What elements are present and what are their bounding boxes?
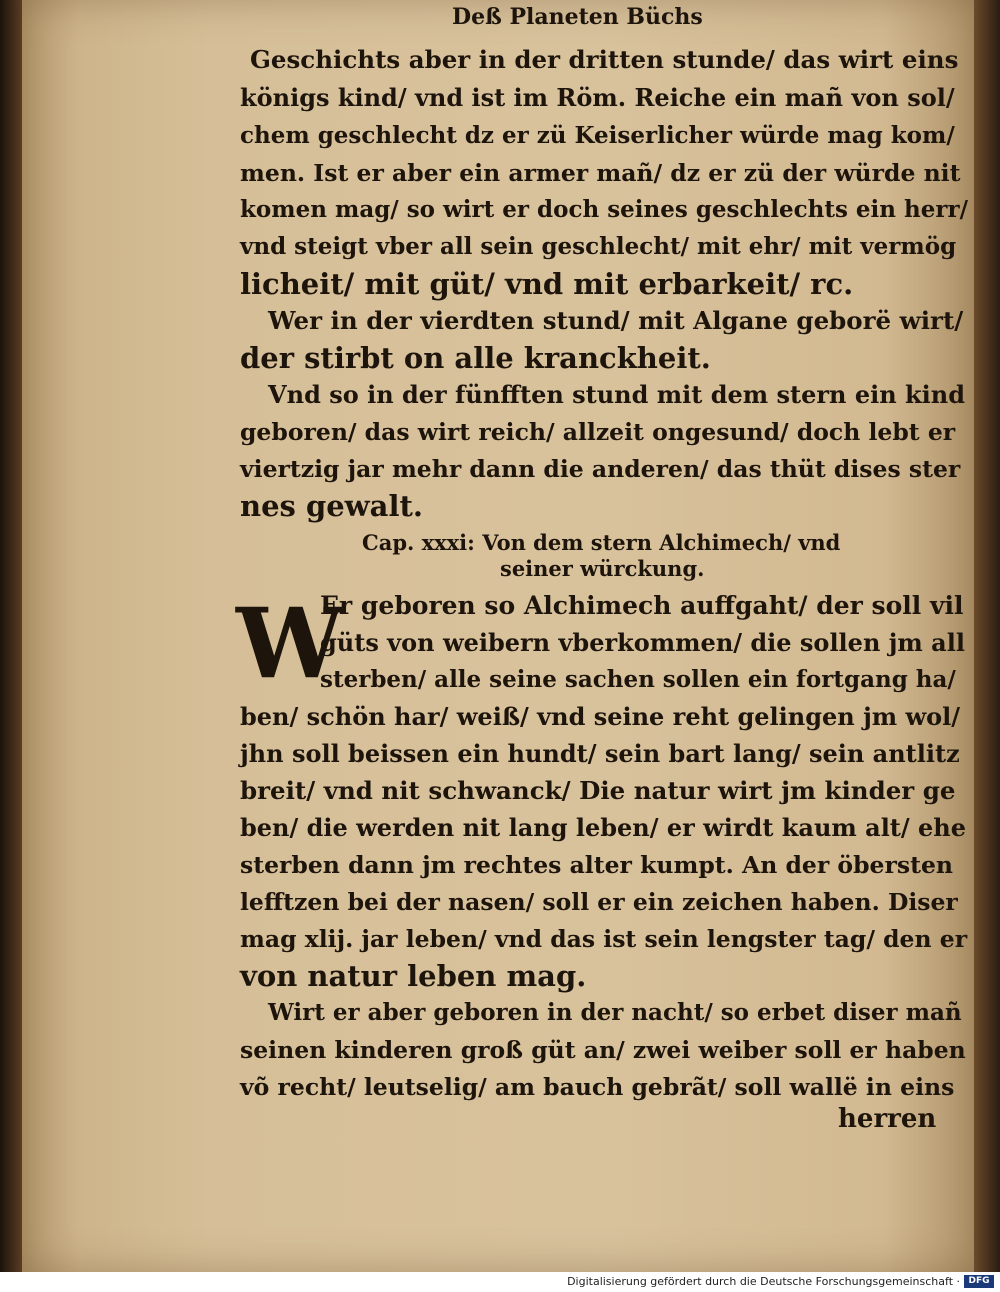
text-line: jhn soll beissen ein hundt/ sein bart lang/ sein antlitz [240, 739, 960, 768]
text-line: vnd steigt vber all sein geschlecht/ mit ehr/ mit vermög [240, 233, 957, 260]
text-line: nes gewalt. [240, 489, 423, 523]
book-spine-shadow [0, 0, 22, 1272]
catchword: herren [838, 1104, 937, 1134]
text-line: seinen kinderen groß güt an/ zwei weiber soll er haben [240, 1036, 966, 1064]
chapter-heading-line: Cap. xxxi: Von dem stern Alchimech/ vnd [362, 530, 841, 555]
text-line: Er geboren so Alchimech auffgaht/ der soll vil [320, 591, 964, 620]
text-line: men. Ist er aber ein armer mañ/ dz er zü der würde nit [240, 159, 961, 187]
funding-credit: Digitalisierung gefördert durch die Deutsche Forschungsgemeinschaft · [567, 1275, 960, 1288]
decorated-initial: W [236, 587, 344, 700]
text-line: komen mag/ so wirt er doch seines geschlechts ein herr/ [240, 196, 968, 223]
text-line: sterben/ alle seine sachen sollen ein fortgang ha/ [320, 666, 956, 693]
running-head: Deß Planeten Büchs [452, 4, 703, 30]
text-line: ben/ die werden nit lang leben/ er wirdt kaum alt/ ehe [240, 813, 966, 842]
text-line: chem geschlecht dz er zü Keiserlicher würde mag kom/ [240, 122, 955, 149]
text-line: von natur leben mag. [240, 959, 587, 993]
footer-bar [0, 1272, 1000, 1292]
text-line: geboren/ das wirt reich/ allzeit ongesund/ doch lebt er [240, 418, 956, 446]
text-line: ben/ schön har/ weiß/ vnd seine reht gelingen jm wol/ [240, 702, 961, 731]
text-line: mag xlij. jar leben/ vnd das ist sein lengster tag/ den er [240, 925, 968, 953]
text-line: breit/ vnd nit schwanck/ Die natur wirt jm kinder ge [240, 776, 956, 805]
text-line: der stirbt on alle kranckheit. [240, 341, 711, 375]
text-line: güts von weibern vberkommen/ die sollen jm all [320, 628, 965, 657]
text-line: Geschichts aber in der dritten stunde/ das wirt eins [250, 45, 959, 74]
text-line: Vnd so in der fünfften stund mit dem stern ein kind [268, 380, 966, 409]
text-line: sterben dann jm rechtes alter kumpt. An der öbersten [240, 851, 953, 879]
text-line: võ recht/ leutselig/ am bauch gebrãt/ soll wallë in eins [240, 1073, 955, 1101]
text-line: lefftzen bei der nasen/ soll er ein zeichen haben. Diser [240, 888, 958, 916]
text-line: Wirt er aber geboren in der nacht/ so erbet diser mañ [268, 999, 962, 1026]
text-line: königs kind/ vnd ist im Röm. Reiche ein mañ von sol/ [240, 83, 955, 112]
text-line: viertzig jar mehr dann die anderen/ das thüt dises ster [240, 455, 961, 483]
chapter-heading-line: seiner würckung. [500, 556, 705, 581]
text-line: licheit/ mit güt/ vnd mit erbarkeit/ rc. [240, 267, 854, 301]
dfg-logo: DFG [964, 1275, 994, 1288]
text-line: Wer in der vierdten stund/ mit Algane geborë wirt/ [268, 306, 964, 335]
book-edge-shadow [974, 0, 1000, 1272]
